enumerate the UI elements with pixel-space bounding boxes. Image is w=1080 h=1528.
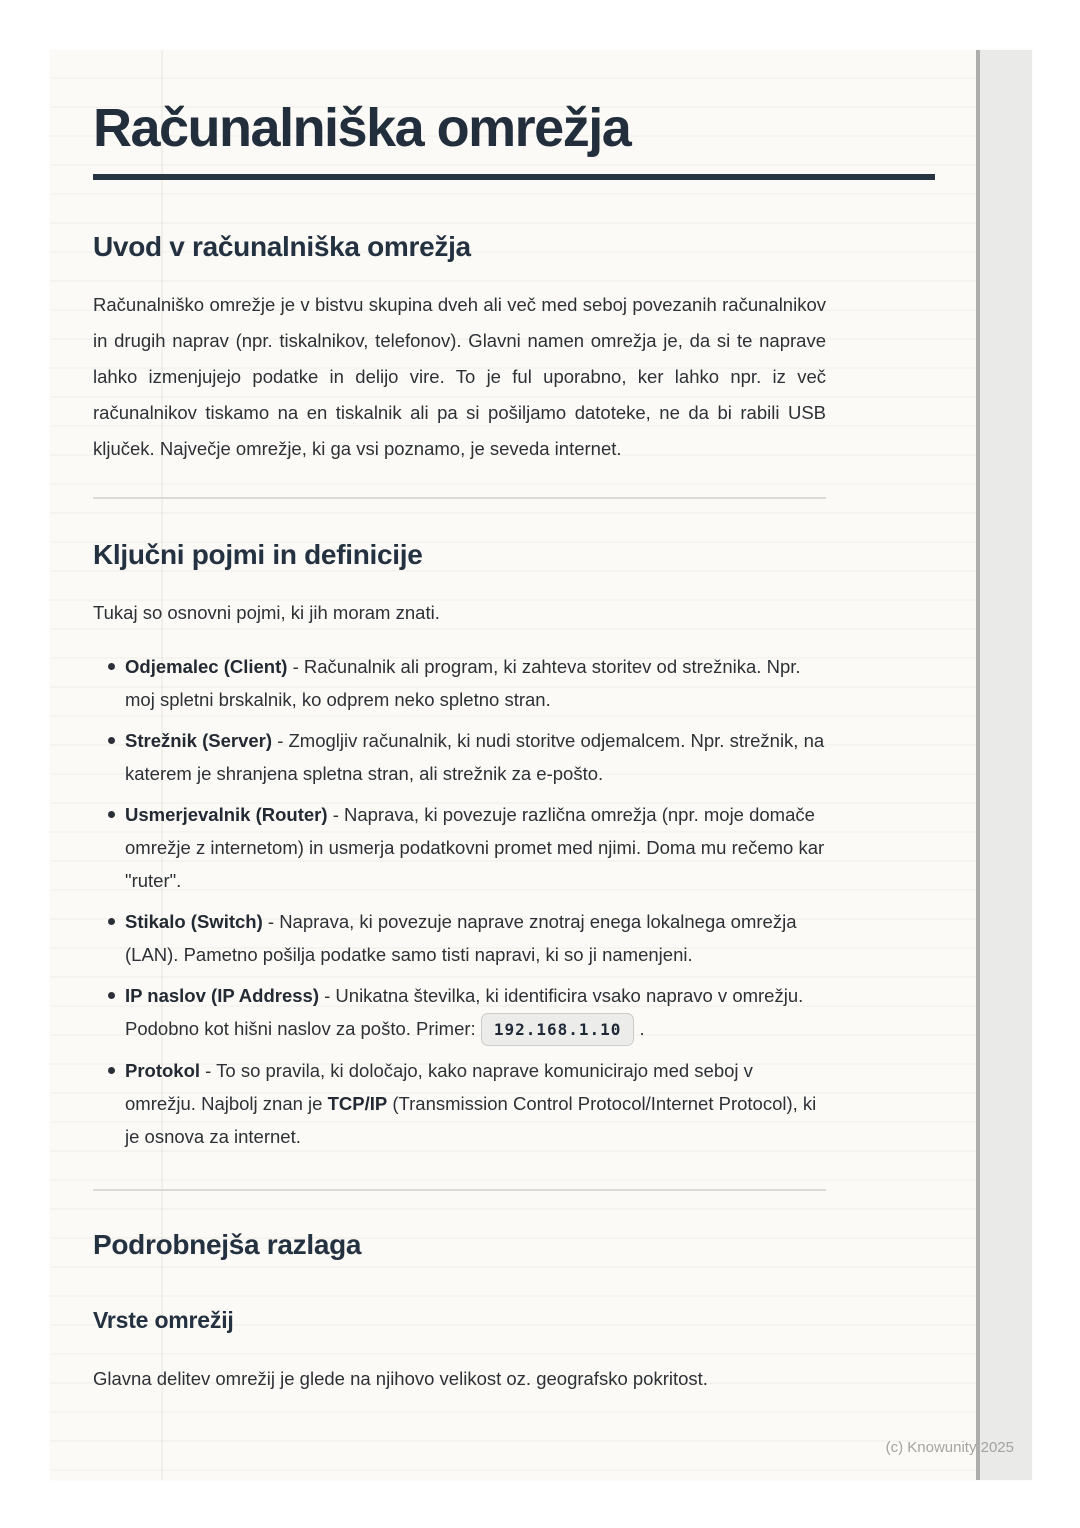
term-description: - To so pravila, ki določajo, kako naprave komunicirajo med seboj v omrežju. Najbolj znan je — [125, 1060, 753, 1114]
list-item-switch — [93, 905, 826, 971]
term-label: Protokol — [125, 1060, 201, 1081]
page-right-margin-strip — [976, 50, 1032, 1480]
section-divider — [93, 497, 826, 499]
list-item-client — [93, 650, 826, 716]
document-page — [50, 50, 1032, 1480]
section-heading-intro: Uvod v računalniška omrežja — [93, 231, 471, 262]
term-label: Strežnik (Server) — [125, 730, 273, 751]
section-divider — [93, 1189, 826, 1191]
tcpip-bold-text: TCP/IP — [327, 1093, 388, 1114]
term-description: - Naprava, ki povezuje naprave znotraj enega lokalnega omrežja (LAN). Pametno pošilja podatke samo tisti napravi, ki so ji namenjeni. — [125, 911, 797, 965]
term-description: - Naprava, ki povezuje različna omrežja (npr. moje domače omrežje z internetom) in usmerja podatkovni promet med njimi. Doma mu rečemo kar "ruter". — [125, 804, 825, 891]
section-heading-details: Podrobnejša razlaga — [93, 1229, 362, 1260]
watermark: (c) Knowunity 2025 — [885, 1439, 1014, 1456]
details-paragraph: Glavna delitev omrežij je glede na njihovo velikost oz. geografsko pokritost. — [93, 1368, 708, 1389]
subsection-heading-network-types: Vrste omrežij — [93, 1307, 234, 1333]
term-description-suffix: . — [639, 1018, 645, 1039]
ip-address-code-chip: 192.168.1.10 — [481, 1013, 635, 1046]
term-description: - Računalnik ali program, ki zahteva storitev od strežnika. Npr. moj spletni brskalnik, ko odprem neko spletno stran. — [125, 656, 801, 710]
term-label: Usmerjevalnik (Router) — [125, 804, 328, 825]
terms-lead-text: Tukaj so osnovni pojmi, ki jih moram znati. — [93, 602, 440, 623]
term-label: IP naslov (IP Address) — [125, 985, 319, 1006]
term-label: Stikalo (Switch) — [125, 911, 263, 932]
list-item-protocol — [93, 1054, 826, 1153]
section-heading-terms: Ključni pojmi in definicije — [93, 539, 423, 570]
term-description: - Unikatna številka, ki identificira vsako napravo v omrežju. Podobno kot hišni naslov za pošto. Primer: — [125, 985, 804, 1039]
terms-list — [93, 650, 826, 1153]
intro-paragraph: Računalniško omrežje je v bistvu skupina dveh ali več med seboj povezanih računalnikov in drugih naprav (npr. tiskalnikov, telefonov). Glavni namen omrežja je, da si te naprave lahko izmenjujejo podatke in delijo vire. To je ful uporabno, ker lahko npr. iz več računalnikov tiskamo na en tiskalnik ali pa si pošiljamo datoteke, ne da bi rabili USB ključek. Največje omrežje, ki ga vsi poznamo, je seveda internet. — [93, 294, 826, 459]
page-content-area — [50, 50, 976, 1480]
term-label: Odjemalec (Client) — [125, 656, 288, 677]
term-description-suffix: (Transmission Control Protocol/Internet Protocol), ki je osnova za internet. — [125, 1093, 817, 1147]
page-title: Računalniška omrežja — [93, 96, 935, 180]
term-description: - Zmogljiv računalnik, ki nudi storitve odjemalcem. Npr. strežnik, na katerem je shranjena spletna stran, ali strežnik za e-pošto. — [125, 730, 825, 784]
list-item-server — [93, 724, 826, 790]
list-item-router — [93, 798, 826, 897]
page-content — [50, 50, 976, 1397]
list-item-ip-address — [93, 979, 826, 1046]
